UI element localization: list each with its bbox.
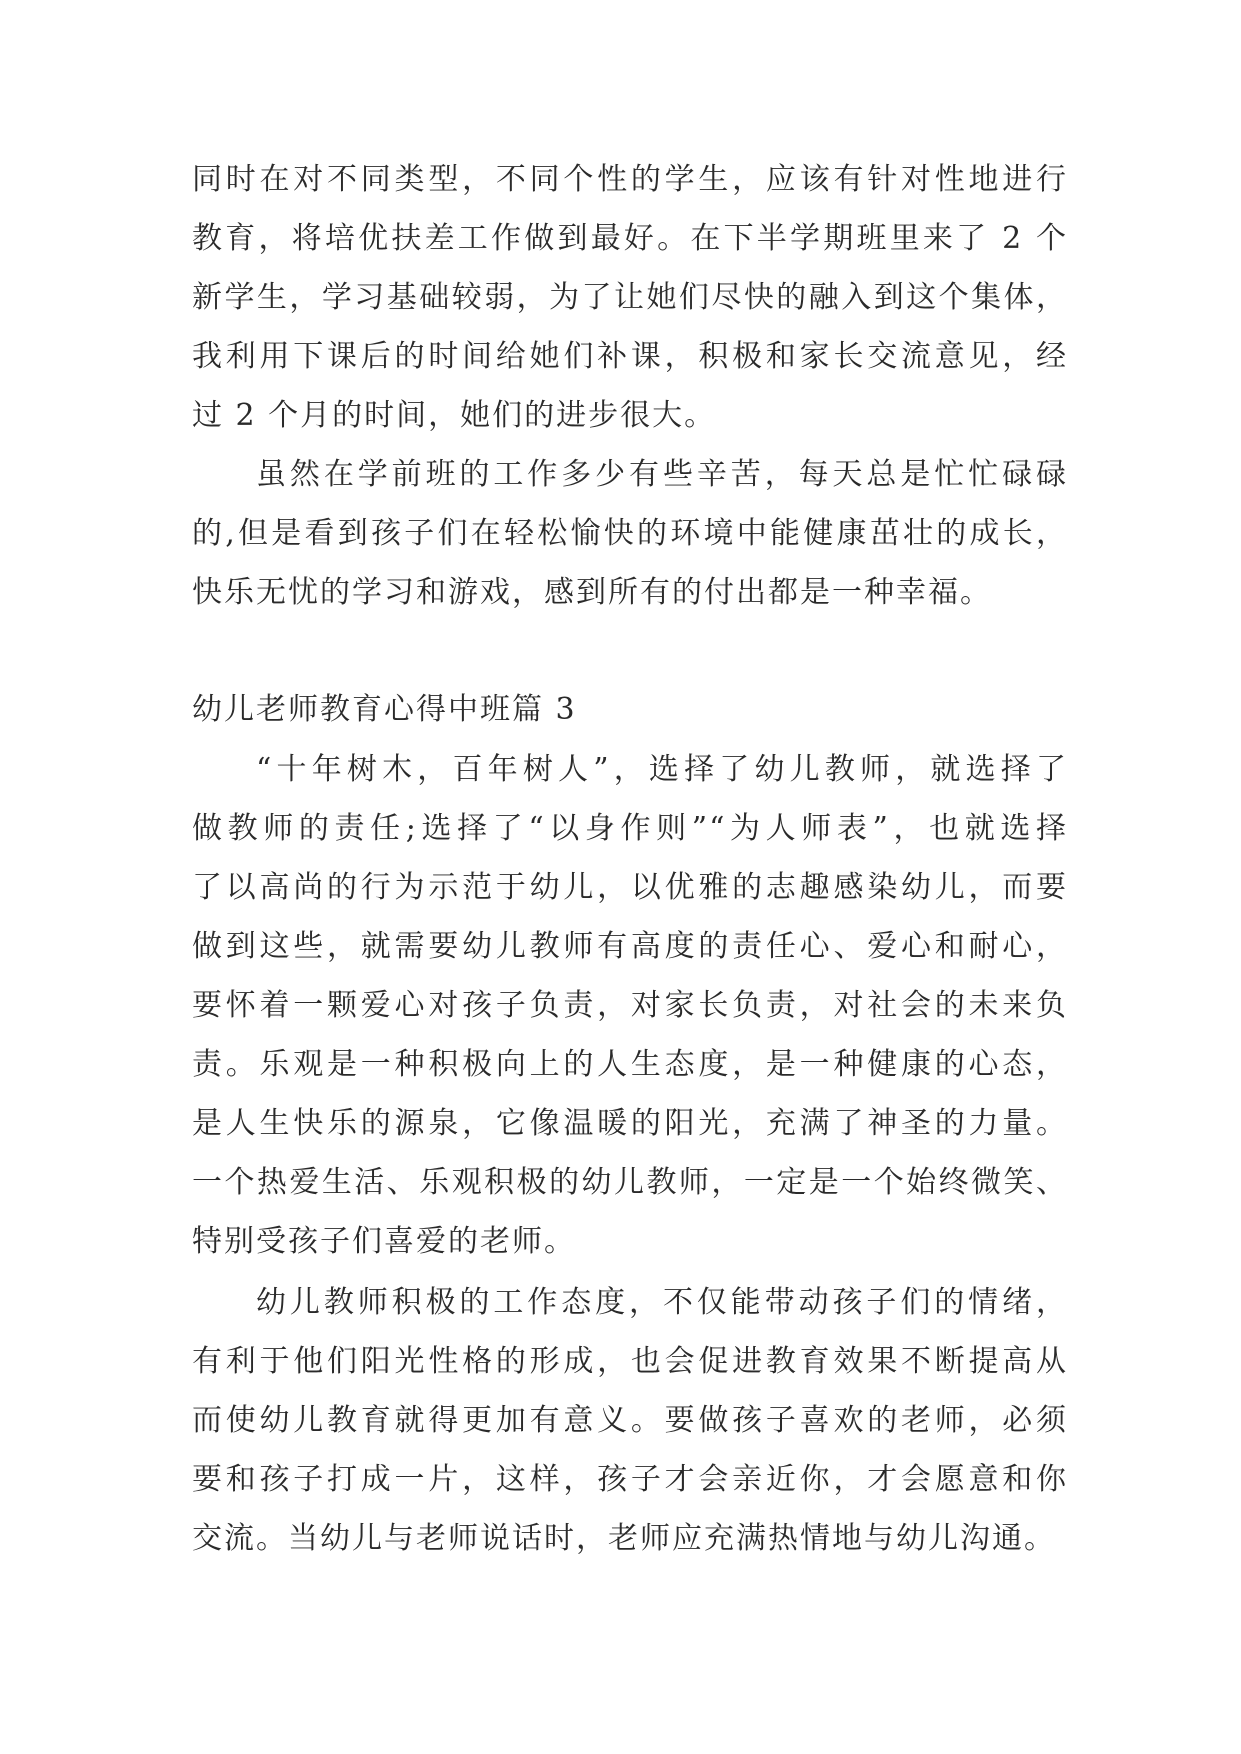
paragraph-line: 的,但是看到孩子们在轻松愉快的环境中能健康茁壮的成长， (192, 516, 1068, 551)
paragraph-line: 特别受孩子们喜爱的老师。 (192, 1224, 576, 1259)
paragraph-line: 幼儿教师积极的工作态度，不仅能带动孩子们的情绪， (256, 1285, 1068, 1320)
paragraph-line: 过 2 个月的时间，她们的进步很大。 (192, 398, 717, 433)
paragraph-line: 要怀着一颗爱心对孩子负责，对家长负责，对社会的未来负 (192, 988, 1068, 1023)
paragraph-line: 了以高尚的行为示范于幼儿，以优雅的志趣感染幼儿，而要 (192, 870, 1068, 905)
paragraph-line: 要和孩子打成一片，这样，孩子才会亲近你，才会愿意和你 (192, 1462, 1068, 1497)
paragraph-line: 是人生快乐的源泉，它像温暖的阳光，充满了神圣的力量。 (192, 1106, 1068, 1141)
paragraph-line: 做到这些，就需要幼儿教师有高度的责任心、爱心和耐心， (192, 929, 1068, 964)
paragraph-line: 教育，将培优扶差工作做到最好。在下半学期班里来了 2 个 (192, 221, 1068, 256)
paragraph-line: 我利用下课后的时间给她们补课，积极和家长交流意见，经 (192, 339, 1068, 374)
paragraph-line: 交流。当幼儿与老师说话时，老师应充满热情地与幼儿沟通。 (192, 1521, 1056, 1556)
paragraph-line: 快乐无忧的学习和游戏，感到所有的付出都是一种幸福。 (192, 575, 992, 610)
paragraph-1 (192, 150, 1068, 445)
section-heading: 幼儿老师教育心得中班篇 3 (192, 692, 577, 727)
paragraph-line: 虽然在学前班的工作多少有些辛苦，每天总是忙忙碌碌 (256, 457, 1068, 492)
paragraph-2 (192, 445, 1068, 622)
paragraph-line: 责。乐观是一种积极向上的人生态度，是一种健康的心态， (192, 1047, 1068, 1082)
paragraph-line: 同时在对不同类型，不同个性的学生，应该有针对性地进行 (192, 162, 1068, 197)
paragraph-line: 新学生，学习基础较弱，为了让她们尽快的融入到这个集体， (192, 280, 1068, 315)
paragraph-line: 而使幼儿教育就得更加有意义。要做孩子喜欢的老师，必须 (192, 1403, 1068, 1438)
paragraph-4 (192, 1273, 1068, 1568)
paragraph-line: 一个热爱生活、乐观积极的幼儿教师，一定是一个始终微笑、 (192, 1165, 1068, 1200)
paragraph-line: 有利于他们阳光性格的形成，也会促进教育效果不断提高从 (192, 1344, 1068, 1379)
paragraph-3 (192, 740, 1068, 1271)
paragraph-line: 做教师的责任;选择了“以身作则”“为人师表”，也就选择 (192, 811, 1068, 846)
paragraph-line: “十年树木，百年树人”，选择了幼儿教师，就选择了 (256, 752, 1068, 787)
